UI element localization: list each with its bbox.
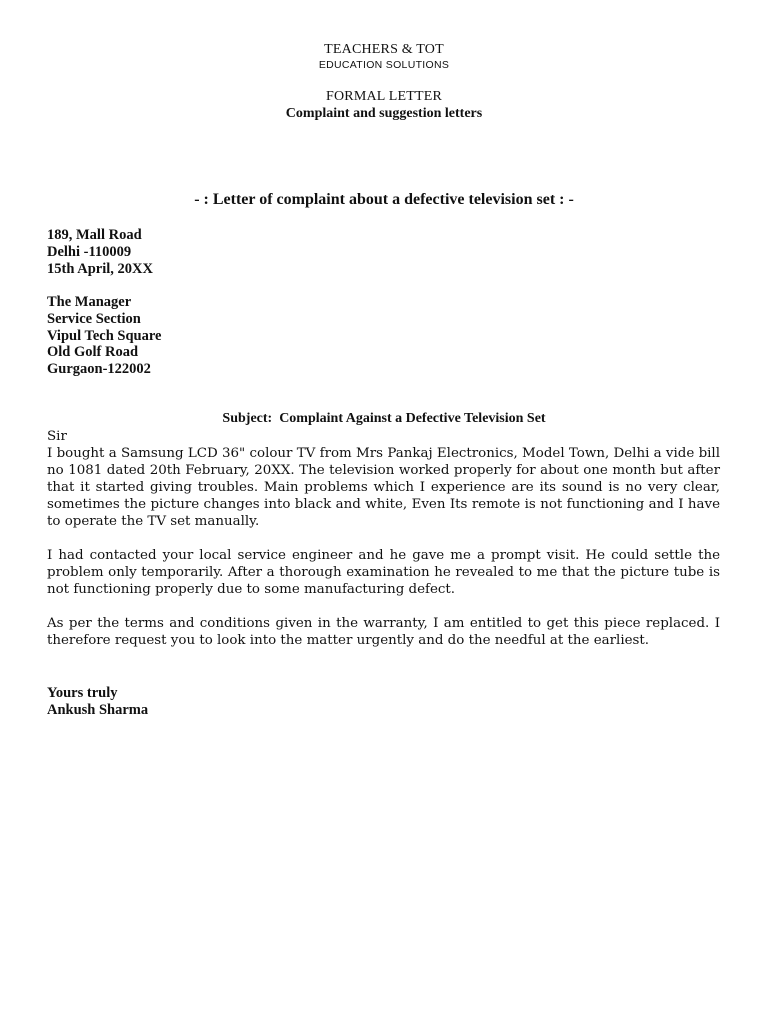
document-header	[0, 42, 768, 123]
organization-name: TEACHERS & TOT	[324, 42, 444, 57]
letter-closing	[47, 685, 148, 719]
sender-address	[47, 227, 153, 277]
recipient-address-line: Service Section	[47, 310, 141, 327]
document-subtitle: Complaint and suggestion letters	[285, 106, 483, 121]
body-paragraph: I bought a Samsung LCD 36" colour TV from Mrs Pankaj Electronics, Model Town, Delhi a vide bill no 1081 dated 20th February, 20XX. The television worked properly for about one month but after that it started giving troubles. Main problems which I experience are its sound is no very clear, sometimes the picture changes into black and white, Even Its remote is not functioning and I have to operate the TV set manually.	[47, 446, 720, 529]
sender-address-line: 189, Mall Road	[47, 227, 142, 243]
salutation: Sir	[47, 429, 67, 444]
sign-off: Yours truly	[47, 685, 118, 701]
body-paragraph: As per the terms and conditions given in the warranty, I am entitled to get this piece replaced. I therefore request you to look into the matter urgently and do the needful at the earliest.	[47, 616, 720, 648]
organization-subtitle: EDUCATION SOLUTIONS	[318, 59, 450, 71]
letter-subject: Subject: Complaint Against a Defective Television Set	[222, 411, 546, 426]
sender-address-line: Delhi -110009	[47, 243, 132, 260]
recipient-address-line: Gurgaon-122002	[47, 361, 151, 378]
document-type: FORMAL LETTER	[325, 89, 443, 104]
recipient-address-line: Old Golf Road	[47, 344, 139, 361]
body-paragraph: I had contacted your local service engineer and he gave me a prompt visit. He could settle the problem only temporarily. After a thorough examination he revealed to me that the picture tube is not functioning properly due to some manufacturing defect.	[47, 548, 720, 597]
letter-date: 15th April, 20XX	[47, 260, 153, 277]
recipient-address-line: The Manager	[47, 294, 132, 310]
recipient-address	[47, 294, 161, 378]
letter-body	[47, 428, 720, 666]
signatory-name: Ankush Sharma	[47, 702, 149, 718]
letter-title: - : Letter of complaint about a defective television set : -	[194, 191, 574, 208]
recipient-address-line: Vipul Tech Square	[47, 327, 162, 344]
